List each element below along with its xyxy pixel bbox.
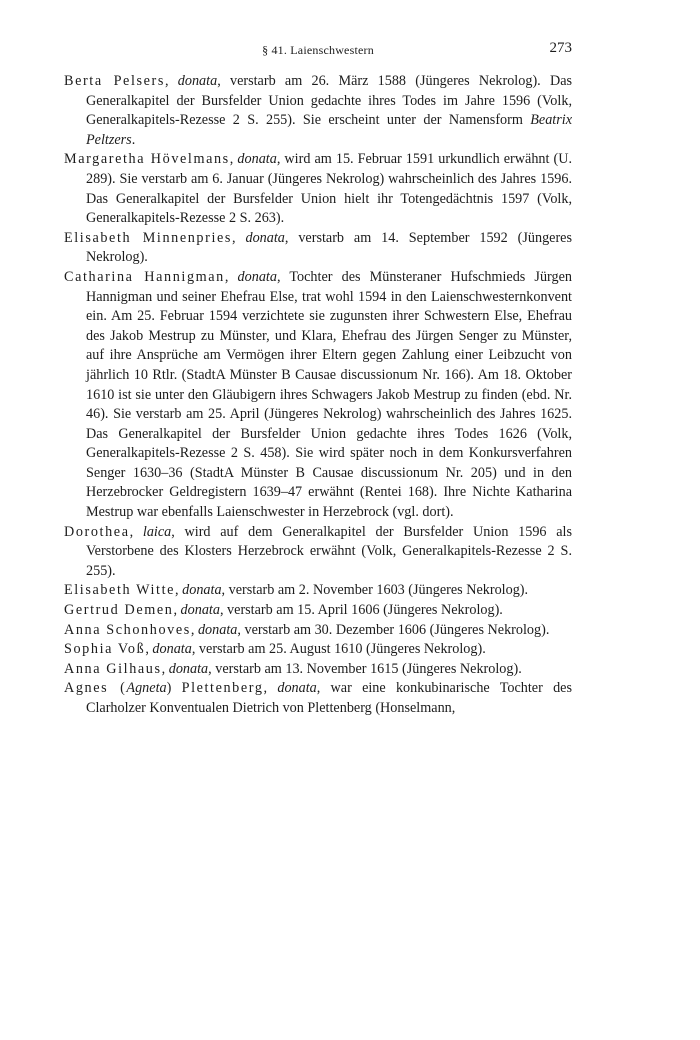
entry-sophia-voss: Sophia Voß, donata, verstarb am 25. August 1610 (Jüngeres Nekrolog). — [64, 641, 486, 658]
running-title: § 41. Laienschwestern — [262, 43, 374, 57]
entry-catharina-hannigman: Catharina Hannigman, donata, Tochter des Münsteraner Hufschmieds Jürgen Hannigman und seiner Ehefrau Else, trat wohl 1594 in den Laienschwesternkonvent ein. Am 25. Februar 1594 verzichtete sie zugunsten ihrer Schwestern Else, Ehefrau des Jakob Mestrup zu Münster, und Klara, Ehefrau des Jürgen Senger zu Münster, auf ihre Ansprüche am Vermögen ihrer Eltern gegen Zahlung einer Leibzucht von jährlich 10 Rtlr. (StadtA Münster B Causae discussionum Nr. 166). Am 18. Oktober 1610 ist sie unter den Gläubigern ihres Schwagers Jakob Mestrup zu finden (ebd. Nr. 46). Sie verstarb am 25. April (Jüngeres Nekrolog) wahrscheinlich des Jahres 1625. Das Generalkapitel der Bursfelder Union gedachte ihres Todes 1626 (Volk, Generalkapitels-Rezesse 2 S. 458). Sie wird später noch in dem Konkursverfahren Senger 1630–36 (StadtA Münster B Causae discussionum Nr. 205) und in den Herzebrocker Geldregistern 1639–47 erwähnt (Rentei 168). Ihre Nichte Katharina Mestrup war ebenfalls Laienschwester in Herzebrock (vgl. dort). — [64, 268, 572, 521]
page-number: 273 — [549, 40, 572, 56]
book-page — [64, 40, 572, 719]
entry-dorothea: Dorothea, laica, wird auf dem Generalkapitel der Bursfelder Union 1596 als Verstorbene des Klosters Herzebrock erwähnt (Volk, Generalkapitels-Rezesse 2 S. 255). — [64, 523, 573, 579]
entry-agnes-plettenberg: Agnes (Agneta) Plettenberg, donata, war eine konkubinarische Tochter des Clarholzer Konventualen Dietrich von Plettenberg (Honselmann, — [64, 680, 572, 716]
entry-margaretha-hoevelmans: Margaretha Hövelmans, donata, wird am 15. Februar 1591 urkundlich erwähnt (U. 289). Sie verstarb am 6. Januar (Jüngeres Nekrolog) wahrscheinlich des Jahres 1596. Das Generalkapitel der Bursfelder Union hielt ihr Totengedächtnis 1597 (Volk, Generalkapitels-Rezesse 2 S. 263). — [64, 151, 573, 227]
entry-gertrud-demen: Gertrud Demen, donata, verstarb am 15. April 1606 (Jüngeres Nekrolog). — [64, 602, 503, 619]
running-head — [64, 40, 572, 62]
entry-elisabeth-minnenpries: Elisabeth Minnenpries, donata, verstarb am 14. September 1592 (Jüngeres Nekrolog). — [64, 229, 573, 266]
entry-anna-schonhoves: Anna Schonhoves, donata, verstarb am 30. Dezember 1606 (Jüngeres Nekrolog). — [64, 621, 550, 638]
entry-berta-pelsers: Berta Pelsers, donata, verstarb am 26. März 1588 (Jüngeres Nekrolog). Das Generalkapitel der Bursfelder Union gedachte ihres Todes im Jahre 1596 (Volk, Generalkapitels-Rezesse 2 S. 255). Sie erscheint unter der Namensform Beatrix Peltzers. — [64, 73, 573, 148]
entry-list — [64, 72, 572, 719]
entry-anna-gilhaus: Anna Gilhaus, donata, verstarb am 13. November 1615 (Jüngeres Nekrolog). — [64, 660, 522, 677]
entry-elisabeth-witte: Elisabeth Witte, donata, verstarb am 2. November 1603 (Jüngeres Nekrolog). — [64, 582, 529, 599]
